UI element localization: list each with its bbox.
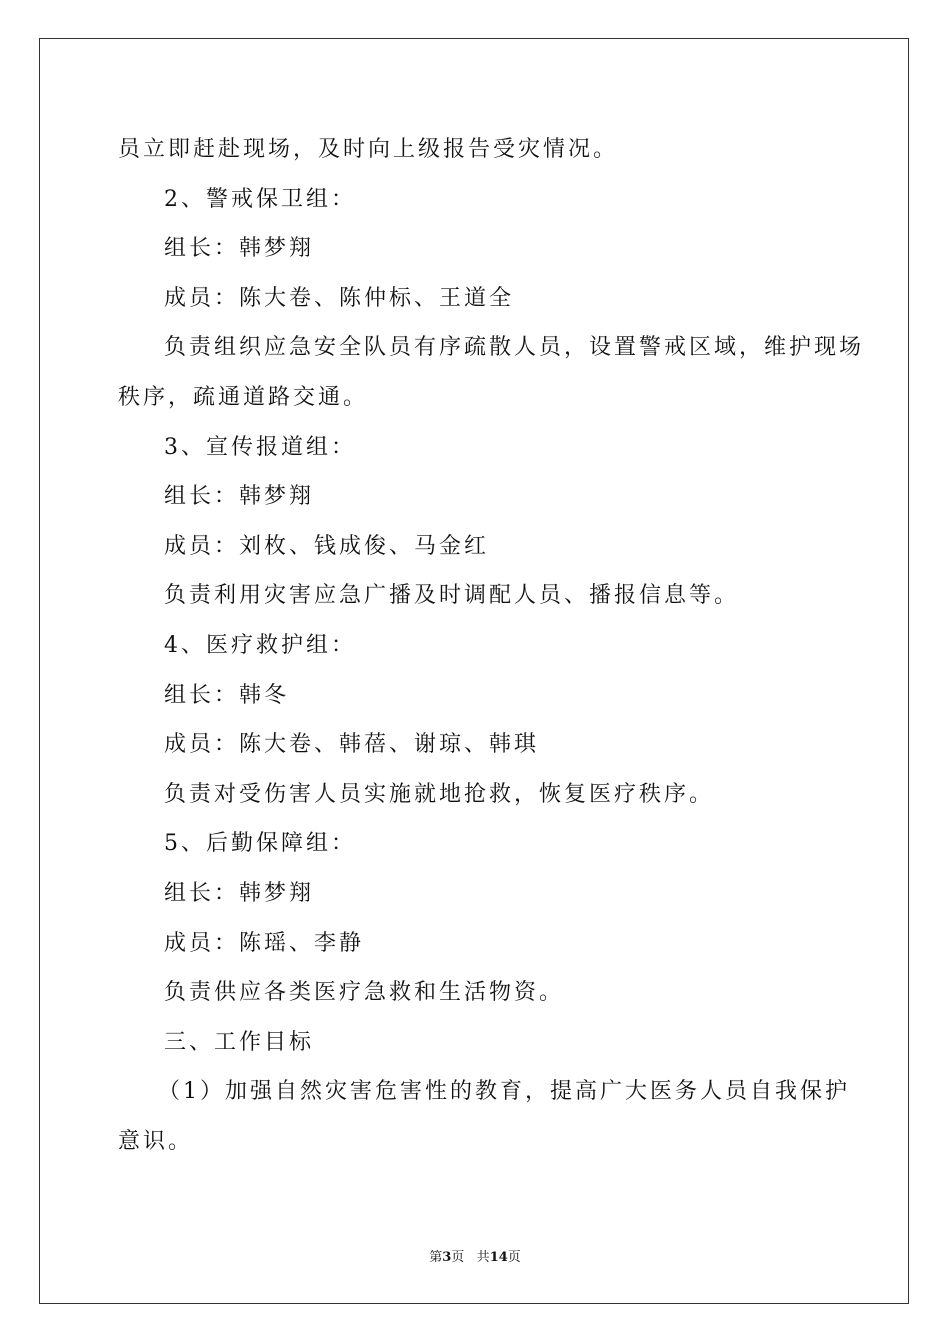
text-line: 三、工作目标 xyxy=(164,1029,315,1055)
text-line: 负责组织应急安全队员有序疏散人员，设置警戒区域，维护现场 xyxy=(164,335,865,361)
text-line: 负责利用灾害应急广播及时调配人员、播报信息等。 xyxy=(164,583,740,609)
footer-prefix: 第 xyxy=(429,1250,443,1265)
text-line: 5、后勤保障组： xyxy=(164,831,356,857)
text-line: 成员：陈瑶、李静 xyxy=(164,930,365,956)
text-line: 意识。 xyxy=(118,1128,194,1154)
text-line: 3、宣传报道组： xyxy=(164,434,356,460)
text-line: 员立即赶赴现场，及时向上级报告受灾情况。 xyxy=(118,137,619,162)
text-line: 组长：韩梦翔 xyxy=(164,880,315,906)
text-line: 组长：韩冬 xyxy=(164,682,290,708)
text-line: 成员：陈大卷、陈仲标、王道全 xyxy=(164,285,515,311)
text-line: 4、医疗救护组： xyxy=(164,632,356,658)
text-line: 2、警戒保卫组： xyxy=(164,186,356,212)
text-line: 成员：刘枚、钱成俊、马金红 xyxy=(164,533,490,559)
text-line: 组长：韩梦翔 xyxy=(164,236,315,262)
footer-total-suffix: 页 xyxy=(507,1250,521,1265)
text-line: 成员：陈大卷、韩蓓、谢琼、韩琪 xyxy=(164,732,540,758)
document-body xyxy=(118,125,865,1166)
text-line: 负责供应各类医疗急救和生活物资。 xyxy=(164,980,565,1006)
text-line: 负责对受伤害人员实施就地抢救，恢复医疗秩序。 xyxy=(164,781,715,807)
footer-page-number: 3 xyxy=(442,1250,452,1265)
footer-page-suffix: 页 xyxy=(451,1250,465,1265)
page-footer xyxy=(0,1246,950,1265)
footer-total-prefix: 共 xyxy=(476,1250,490,1265)
text-line: 组长：韩梦翔 xyxy=(164,484,315,510)
footer-total-pages: 14 xyxy=(489,1250,508,1265)
text-line: （1）加强自然灾害危害性的教育，提高广大医务人员自我保护 xyxy=(158,1079,850,1105)
text-line: 秩序，疏通道路交通。 xyxy=(118,384,369,410)
